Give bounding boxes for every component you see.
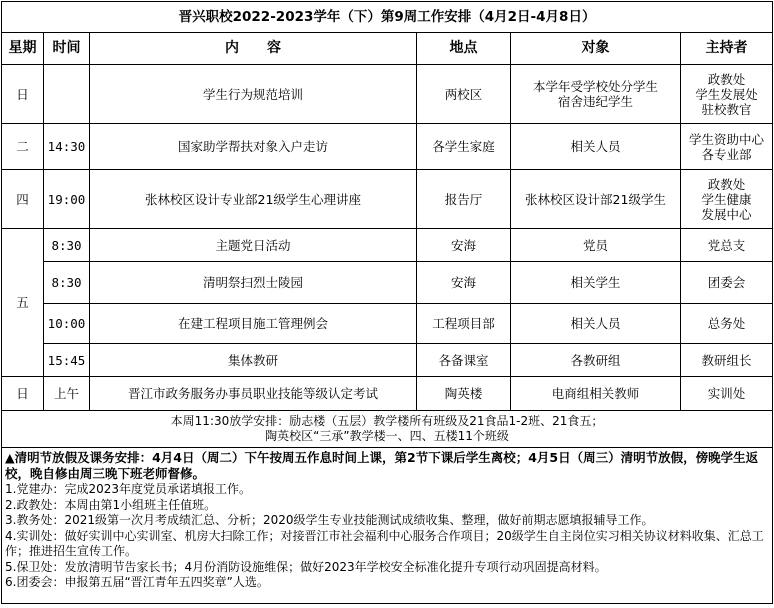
table-row	[2, 124, 773, 170]
row-time: 上午	[44, 377, 90, 411]
header-day: 星期	[2, 33, 44, 65]
table-row	[2, 262, 773, 304]
row-content: 国家助学帮扶对象入户走访	[90, 124, 417, 170]
row-place: 各学生家庭	[417, 124, 511, 170]
row-content: 张林校区设计专业部21级学生心理讲座	[90, 170, 417, 229]
header-row	[2, 33, 773, 65]
row-time: 8:30	[44, 229, 90, 262]
work-schedule-table	[1, 1, 773, 604]
row-content: 晋江市政务服务办事员职业技能等级认定考试	[90, 377, 417, 411]
row-host	[681, 262, 773, 304]
row-host-line: 学生健康	[701, 191, 752, 207]
row-target-line: 张林校区设计部21级学生	[525, 191, 666, 207]
note-item: 2.政教处：本周由第1小组班主任值班。	[5, 497, 217, 512]
header-place: 地点	[417, 33, 511, 65]
row-target-line: 各教研组	[570, 352, 621, 368]
row-target	[511, 262, 681, 304]
row-host	[681, 304, 773, 344]
row-target	[511, 344, 681, 377]
row-host-line: 政教处	[707, 176, 746, 192]
table-row	[2, 377, 773, 411]
row-target	[511, 377, 681, 411]
notes-row	[2, 448, 773, 604]
row-time	[44, 65, 90, 124]
row-content: 学生行为规范培训	[90, 65, 417, 124]
row-host-line: 政教处	[707, 71, 746, 87]
row-time: 14:30	[44, 124, 90, 170]
row-place: 安海	[417, 229, 511, 262]
row-host-line: 各专业部	[701, 146, 752, 162]
table-row	[2, 344, 773, 377]
row-target-line: 电商组相关教师	[551, 386, 640, 401]
dismissal-note-line: 陶英校区“三承”教学楼一、四、五楼11个班级	[265, 429, 509, 443]
schedule-title: 晋兴职校2022-2023学年（下）第9周工作安排（4月2日-4月8日）	[2, 2, 773, 33]
header-host: 主持者	[681, 33, 773, 65]
row-host-line: 实训处	[707, 386, 746, 401]
row-host-line: 党总支	[707, 237, 746, 253]
note-item: 4.实训处：做好实训中心实训室、机房大扫除工作；对接晋江市社会福利中心服务合作项目；20级学生自主岗位实习相关协议材料收集、汇总工作；推进招生宣传工作。	[5, 528, 764, 558]
dismissal-note-row	[2, 411, 773, 448]
row-host	[681, 229, 773, 262]
row-place: 报告厅	[417, 170, 511, 229]
row-place: 陶英楼	[417, 377, 511, 411]
row-content: 主题党日活动	[90, 229, 417, 262]
row-target	[511, 229, 681, 262]
row-place: 各备课室	[417, 344, 511, 377]
row-target	[511, 65, 681, 124]
row-host	[681, 344, 773, 377]
row-time: 19:00	[44, 170, 90, 229]
table-row	[2, 229, 773, 262]
table-row	[2, 304, 773, 344]
row-content: 集体教研	[90, 344, 417, 377]
row-host	[681, 65, 773, 124]
dismissal-note	[2, 411, 773, 448]
row-host-line: 团委会	[707, 275, 746, 290]
holiday-arrangement-note: ▲清明节放假及课务安排：4月4日（周二）下午按周五作息时间上课，第2节下课后学生离校；4月5日（周三）清明节放假，傍晚学生返校，晚自修由周三晚下班老师督修。	[5, 450, 759, 481]
note-item: 5.保卫处：发放清明节告家长书；4月份消防设施维保；做好2023年学校安全标准化提升专项行动巩固提高材料。	[5, 559, 607, 574]
row-place: 工程项目部	[417, 304, 511, 344]
row-target-line: 宿舍违纪学生	[557, 94, 633, 109]
row-target-line: 本学年受学校处分学生	[532, 79, 658, 94]
row-host	[681, 377, 773, 411]
notes-block	[2, 448, 773, 604]
header-target: 对象	[511, 33, 681, 65]
row-day: 四	[2, 170, 44, 229]
row-target-line: 党员	[582, 237, 608, 253]
note-item: 3.教务处：2021级第一次月考成绩汇总、分析；2020级学生专业技能测试成绩收集、整理，做好前期志愿填报辅导工作。	[5, 513, 654, 527]
row-content: 清明祭扫烈士陵园	[90, 262, 417, 304]
note-item: 1.党建办：完成2023年度党员承诺填报工作。	[5, 482, 251, 496]
header-content: 内 容	[90, 33, 417, 65]
row-day: 日	[2, 65, 44, 124]
row-target-line: 相关人员	[570, 316, 621, 331]
row-content: 在建工程项目施工管理例会	[90, 304, 417, 344]
row-host-line: 总务处	[707, 316, 746, 331]
table-row	[2, 65, 773, 124]
row-host-line: 学生发展处	[695, 86, 758, 102]
row-target	[511, 304, 681, 344]
row-target-line: 相关人员	[570, 139, 621, 154]
row-time: 10:00	[44, 304, 90, 344]
row-place: 安海	[417, 262, 511, 304]
row-day: 五	[2, 229, 44, 377]
table-row	[2, 170, 773, 229]
row-host-line: 发展中心	[701, 206, 752, 222]
row-target	[511, 170, 681, 229]
row-day: 二	[2, 124, 44, 170]
header-time: 时间	[44, 33, 90, 65]
row-target-line: 相关学生	[570, 275, 621, 290]
row-day: 日	[2, 377, 44, 411]
row-place: 两校区	[417, 65, 511, 124]
row-host	[681, 170, 773, 229]
note-item: 6.团委会：申报第五届“晋江青年五四奖章”人选。	[5, 575, 269, 589]
row-time: 8:30	[44, 262, 90, 304]
row-host	[681, 124, 773, 170]
row-host-line: 驻校教官	[701, 101, 752, 117]
row-host-line: 学生资助中心	[689, 131, 765, 147]
row-target	[511, 124, 681, 170]
row-host-line: 教研组长	[701, 352, 752, 368]
dismissal-note-line: 本周11:30放学安排：励志楼（五层）教学楼所有班级及21食品1-2班、21食五；	[170, 414, 604, 428]
row-time: 15:45	[44, 344, 90, 377]
